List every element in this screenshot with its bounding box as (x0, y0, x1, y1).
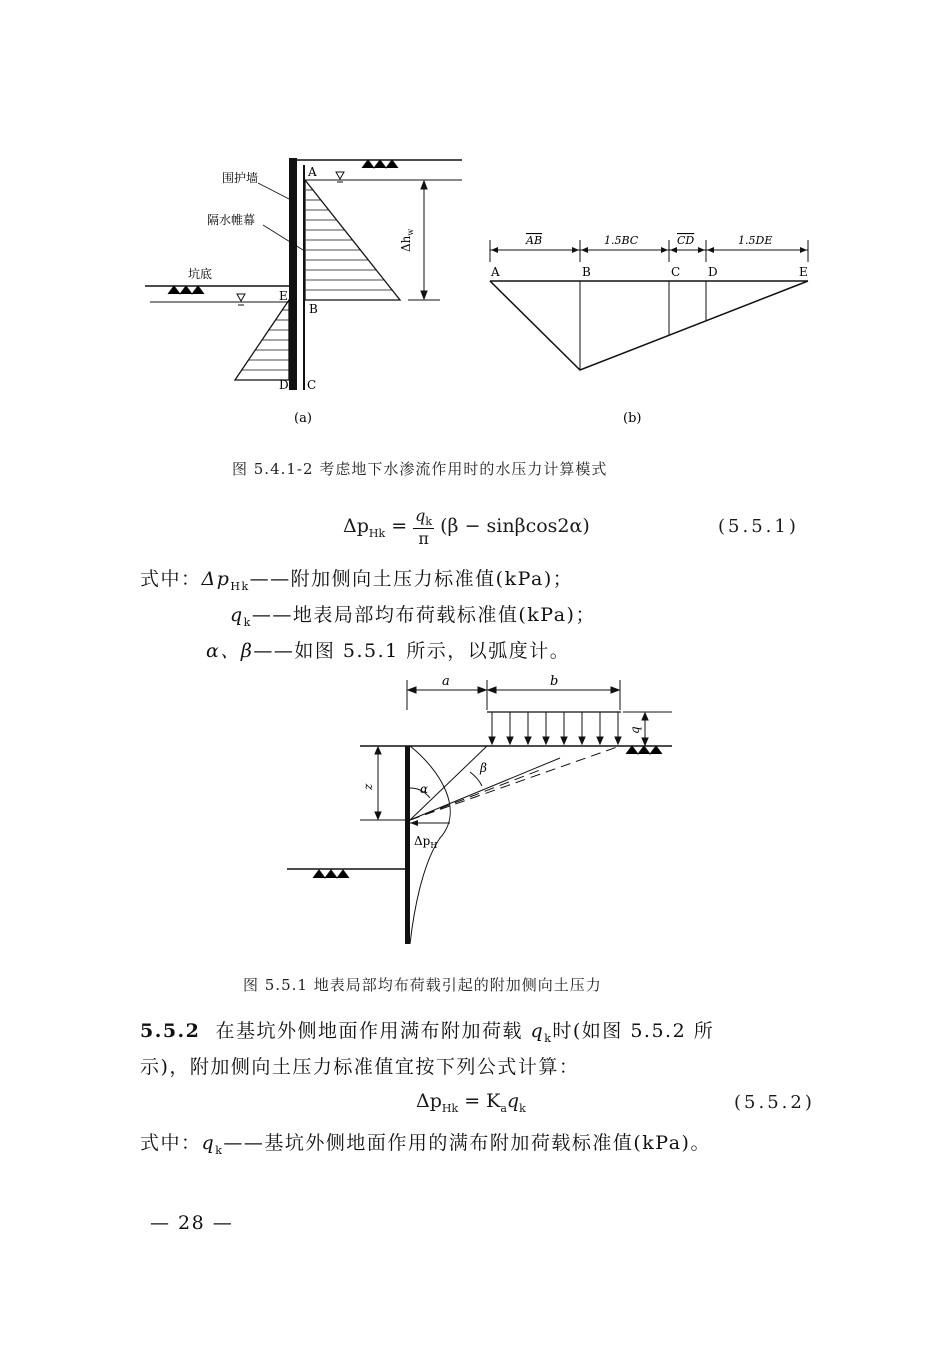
curtain-label: 隔水帷幕 (207, 213, 256, 227)
load-q-label: q (628, 726, 642, 734)
wall-5-5-1 (405, 746, 410, 944)
water-level-icon-pit (237, 294, 245, 305)
point-a-label: A (308, 165, 317, 179)
load-arrows (489, 712, 621, 744)
b-point-b-label: B (582, 265, 591, 279)
segment-bc-label: 1.5BC (604, 234, 639, 247)
dim-b-label: b (550, 674, 559, 689)
segment-de-label: 1.5DE (738, 234, 773, 247)
section-5-5-2-line-2: 示)，附加侧向土压力标准值宜按下列公式计算： (140, 1056, 580, 1078)
figure-5-4-1-2-a (0, 0, 950, 430)
figure-5-4-1-2-b (490, 234, 808, 426)
where-5-5-2: 式中：$q_k——$基坑外侧地面作用的满布附加荷载标准值(kPa)。 (140, 1132, 711, 1157)
beta-label: β (480, 761, 487, 775)
soil-hatch-top (362, 160, 398, 168)
wall-leader (258, 183, 291, 200)
label-delta-hw: $\Delta h_w$ (399, 228, 415, 252)
where-line-3: α、β——如图 5.5.1 所示，以弧度计。 (206, 640, 571, 662)
point-e-label: E (279, 289, 288, 303)
equation-number-5-5-2: (5.5.2) (734, 1092, 815, 1113)
where-line-2: $q_k——$地表局部均布荷载标准值(kPa)； (230, 604, 596, 629)
b-point-a-label: A (491, 265, 500, 279)
b-point-e-label: E (799, 265, 808, 279)
point-d-label: D (279, 378, 289, 392)
equation-5-5-1: $\Delta p_{Hk}$ = $\frac{q_k}{\pi}$ (β − sinβcos2α) (343, 506, 590, 549)
section-number: 5.5.2 (140, 1020, 201, 1042)
retaining-wall (289, 158, 297, 390)
figure-caption-5-4-1-2: 图 5.4.1-2 考虑地下水渗流作用时的水压力计算模式 (232, 460, 608, 478)
b-point-c-label: C (671, 265, 681, 279)
alpha-label: α (420, 782, 429, 796)
equation-5-5-2: $\Delta p_{Hk} = K_aq_k$ (416, 1090, 526, 1115)
dim-a-label: a (442, 674, 450, 689)
wall-label: 围护墙 (222, 171, 259, 185)
figure-caption-5-5-1: 图 5.5.1 地表局部均布荷载引起的附加侧向土压力 (243, 976, 602, 994)
pressure-hatch-upper (306, 190, 392, 290)
pit-bottom-label: 坑底 (188, 267, 213, 281)
segment-cd-label: CD (677, 234, 695, 247)
soil-hatch-pit (168, 286, 204, 294)
panel-b-label: (b) (623, 411, 642, 426)
b-point-d-label: D (708, 265, 718, 279)
segment-ab-label: AB (526, 234, 543, 247)
equation-number-5-5-1: (5.5.1) (718, 516, 799, 537)
page-number: — 28 — (150, 1212, 234, 1234)
depth-z-label: z (361, 783, 375, 790)
figure-5-5-1 (0, 660, 950, 960)
panel-a-label: (a) (294, 411, 312, 426)
pressure-delta-label: $\Delta p_H$ (414, 834, 438, 850)
section-5-5-2-line-1: 5.5.2 在基坑外侧地面作用满布附加荷载 $q_k$时(如图 5.5.2 所 (140, 1020, 715, 1045)
where-line-1: 式中：$\Delta p_{Hk}——$附加侧向土压力标准值(kPa)； (140, 568, 574, 593)
point-b-label: B (309, 302, 318, 316)
point-c-label: C (307, 378, 317, 392)
